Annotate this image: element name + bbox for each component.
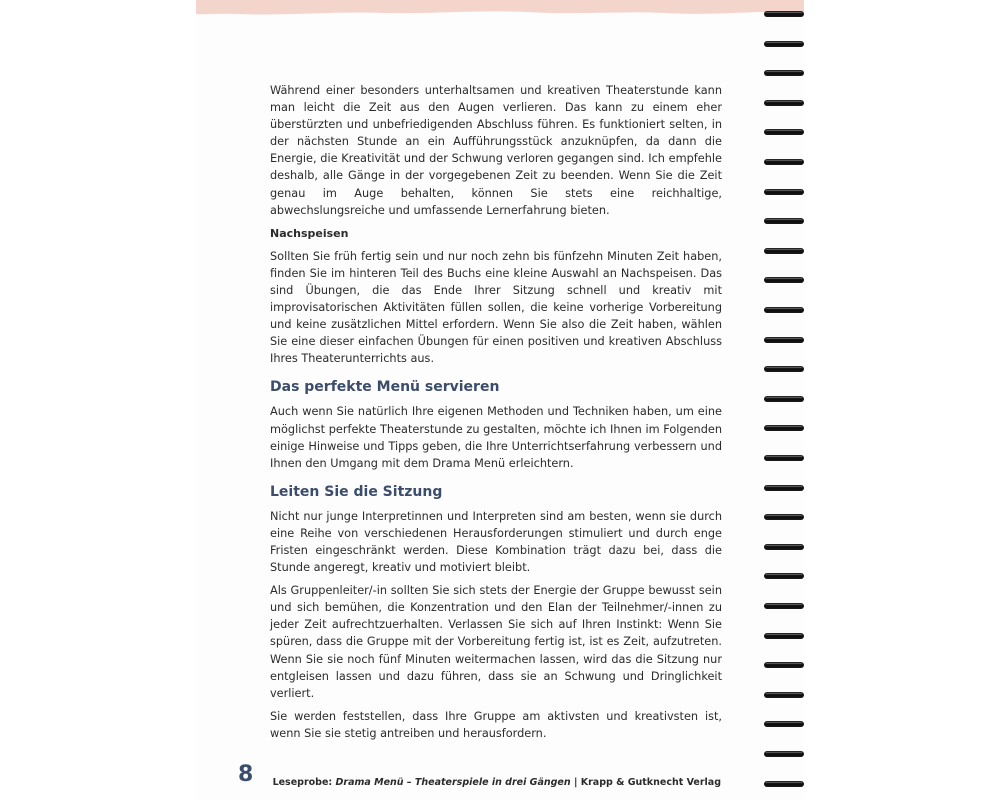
spiral-ring xyxy=(764,603,804,611)
spiral-binding xyxy=(764,0,804,800)
nachspeisen-paragraph: Sollten Sie früh fertig sein und nur noch zehn bis fünfzehn Minuten Zeit haben, finden Sie im hinteren Teil des Buchs eine kleine Auswahl an Nachspeisen. Das sind Übungen, die das Ende Ihrer Sitzung schnell und kreativ mit improvisatorischen Aktivitäten füllen sollen, die keine vorherige Vorbereitung und keine zusätzlichen Mittel erfordern. Wenn Sie also die Zeit haben, wählen Sie eine dieser einfachen Übungen für einen positiven und kreativen Abschluss Ihres Theaterunterrichts aus. xyxy=(270,249,722,366)
spiral-ring xyxy=(764,781,804,789)
footer-prefix: Leseprobe: xyxy=(272,777,336,788)
footer-book-title: Drama Menü – Theaterspiele in drei Gängen xyxy=(335,777,571,788)
spiral-ring xyxy=(764,100,804,108)
spiral-ring xyxy=(764,218,804,226)
spiral-ring xyxy=(764,366,804,374)
spiral-ring xyxy=(764,544,804,552)
sitzung-paragraph-2: Als Gruppenleiter/-in sollten Sie sich stets der Energie der Gruppe bewusst sein und sich bemühen, die Konzentration und den Elan der Teilnehmer/-innen zu jeder Zeit aufrechtzuerhalten. Verlassen Sie sich auf Ihren Instinkt: Wenn Sie spüren, dass die Gruppe mit der Vorbereitung fertig ist, ist es Zeit, aufzutreten. Wenn Sie sie noch fünf Minuten weitermachen lassen, wird das die Sitzung nur entgleisen lassen und dazu führen, dass sie an Schwung und Dringlichkeit verliert. xyxy=(270,584,722,700)
spiral-ring xyxy=(764,485,804,493)
spiral-ring xyxy=(764,159,804,167)
sitzung-paragraph-1: Nicht nur junge Interpretinnen und Interpreten sind am besten, wenn sie durch eine Reihe von verschiedenen Herausforderungen stimuliert und durch enge Fristen eingeschränkt werden. Diese Kombination trägt dazu bei, dass die Stunde angeregt, kreativ und motiviert bleibt. xyxy=(270,509,722,575)
spiral-ring xyxy=(764,633,804,641)
spiral-ring xyxy=(764,514,804,522)
spiral-ring xyxy=(764,751,804,759)
page-number: 8 xyxy=(238,762,254,787)
spiral-ring xyxy=(764,70,804,78)
footer-credit xyxy=(273,777,721,788)
menu-paragraph: Auch wenn Sie natürlich Ihre eigenen Methoden und Techniken haben, um eine möglichst perfekte Theaterstunde zu gestalten, möchte ich Ihnen im Folgenden einige Hinweise und Tipps geben, die Ihre Unterrichtserfahrung verbessern und Ihnen den Umgang mit dem Drama Menü erleichtern. xyxy=(270,405,722,470)
spiral-ring xyxy=(764,11,804,19)
sitzung-paragraph-3: Sie werden feststellen, dass Ihre Gruppe am aktivsten und kreativsten ist, wenn Sie sie stetig antreiben und herausfordern. xyxy=(270,709,722,740)
spiral-ring xyxy=(764,425,804,433)
spiral-ring xyxy=(764,337,804,345)
spiral-ring xyxy=(764,307,804,315)
spiral-ring xyxy=(764,189,804,197)
spiral-ring xyxy=(764,662,804,670)
spiral-ring xyxy=(764,692,804,700)
spiral-ring xyxy=(764,721,804,729)
intro-paragraph: Während einer besonders unterhaltsamen und kreativen Theaterstunde kann man leicht die Zeit aus den Augen verlieren. Das kann zu einem eher überstürzten und unbefriedigenden Abschluss führen. Es funktioniert selten, in der nächsten Stunde an ein Aufführungsstück anzuknüpfen, da dann die Energie, die Kreativität und der Schwung verloren gegangen sind. Ich empfehle deshalb, alle Gänge in der vorgegebenen Zeit zu beenden. Wenn Sie die Zeit genau im Auge behalten, können Sie stets eine reichhaltige, abwechslungsreiche und umfassende Lernerfahrung bieten. xyxy=(270,84,722,217)
spiral-ring xyxy=(764,573,804,581)
decorative-brush-stroke xyxy=(196,0,804,20)
spiral-ring xyxy=(764,248,804,256)
spiral-ring xyxy=(764,41,804,49)
heading-leiten-sitzung: Leiten Sie die Sitzung xyxy=(270,483,443,500)
page-body-text xyxy=(270,82,722,748)
heading-perfektes-menue: Das perfekte Menü servieren xyxy=(270,379,500,396)
subheading-nachspeisen: Nachspeisen xyxy=(270,226,349,240)
spiral-ring xyxy=(764,455,804,463)
spiral-ring xyxy=(764,396,804,404)
footer-publisher: | Krapp & Gutknecht Verlag xyxy=(570,777,721,788)
spiral-ring xyxy=(764,129,804,137)
spiral-ring xyxy=(764,277,804,285)
